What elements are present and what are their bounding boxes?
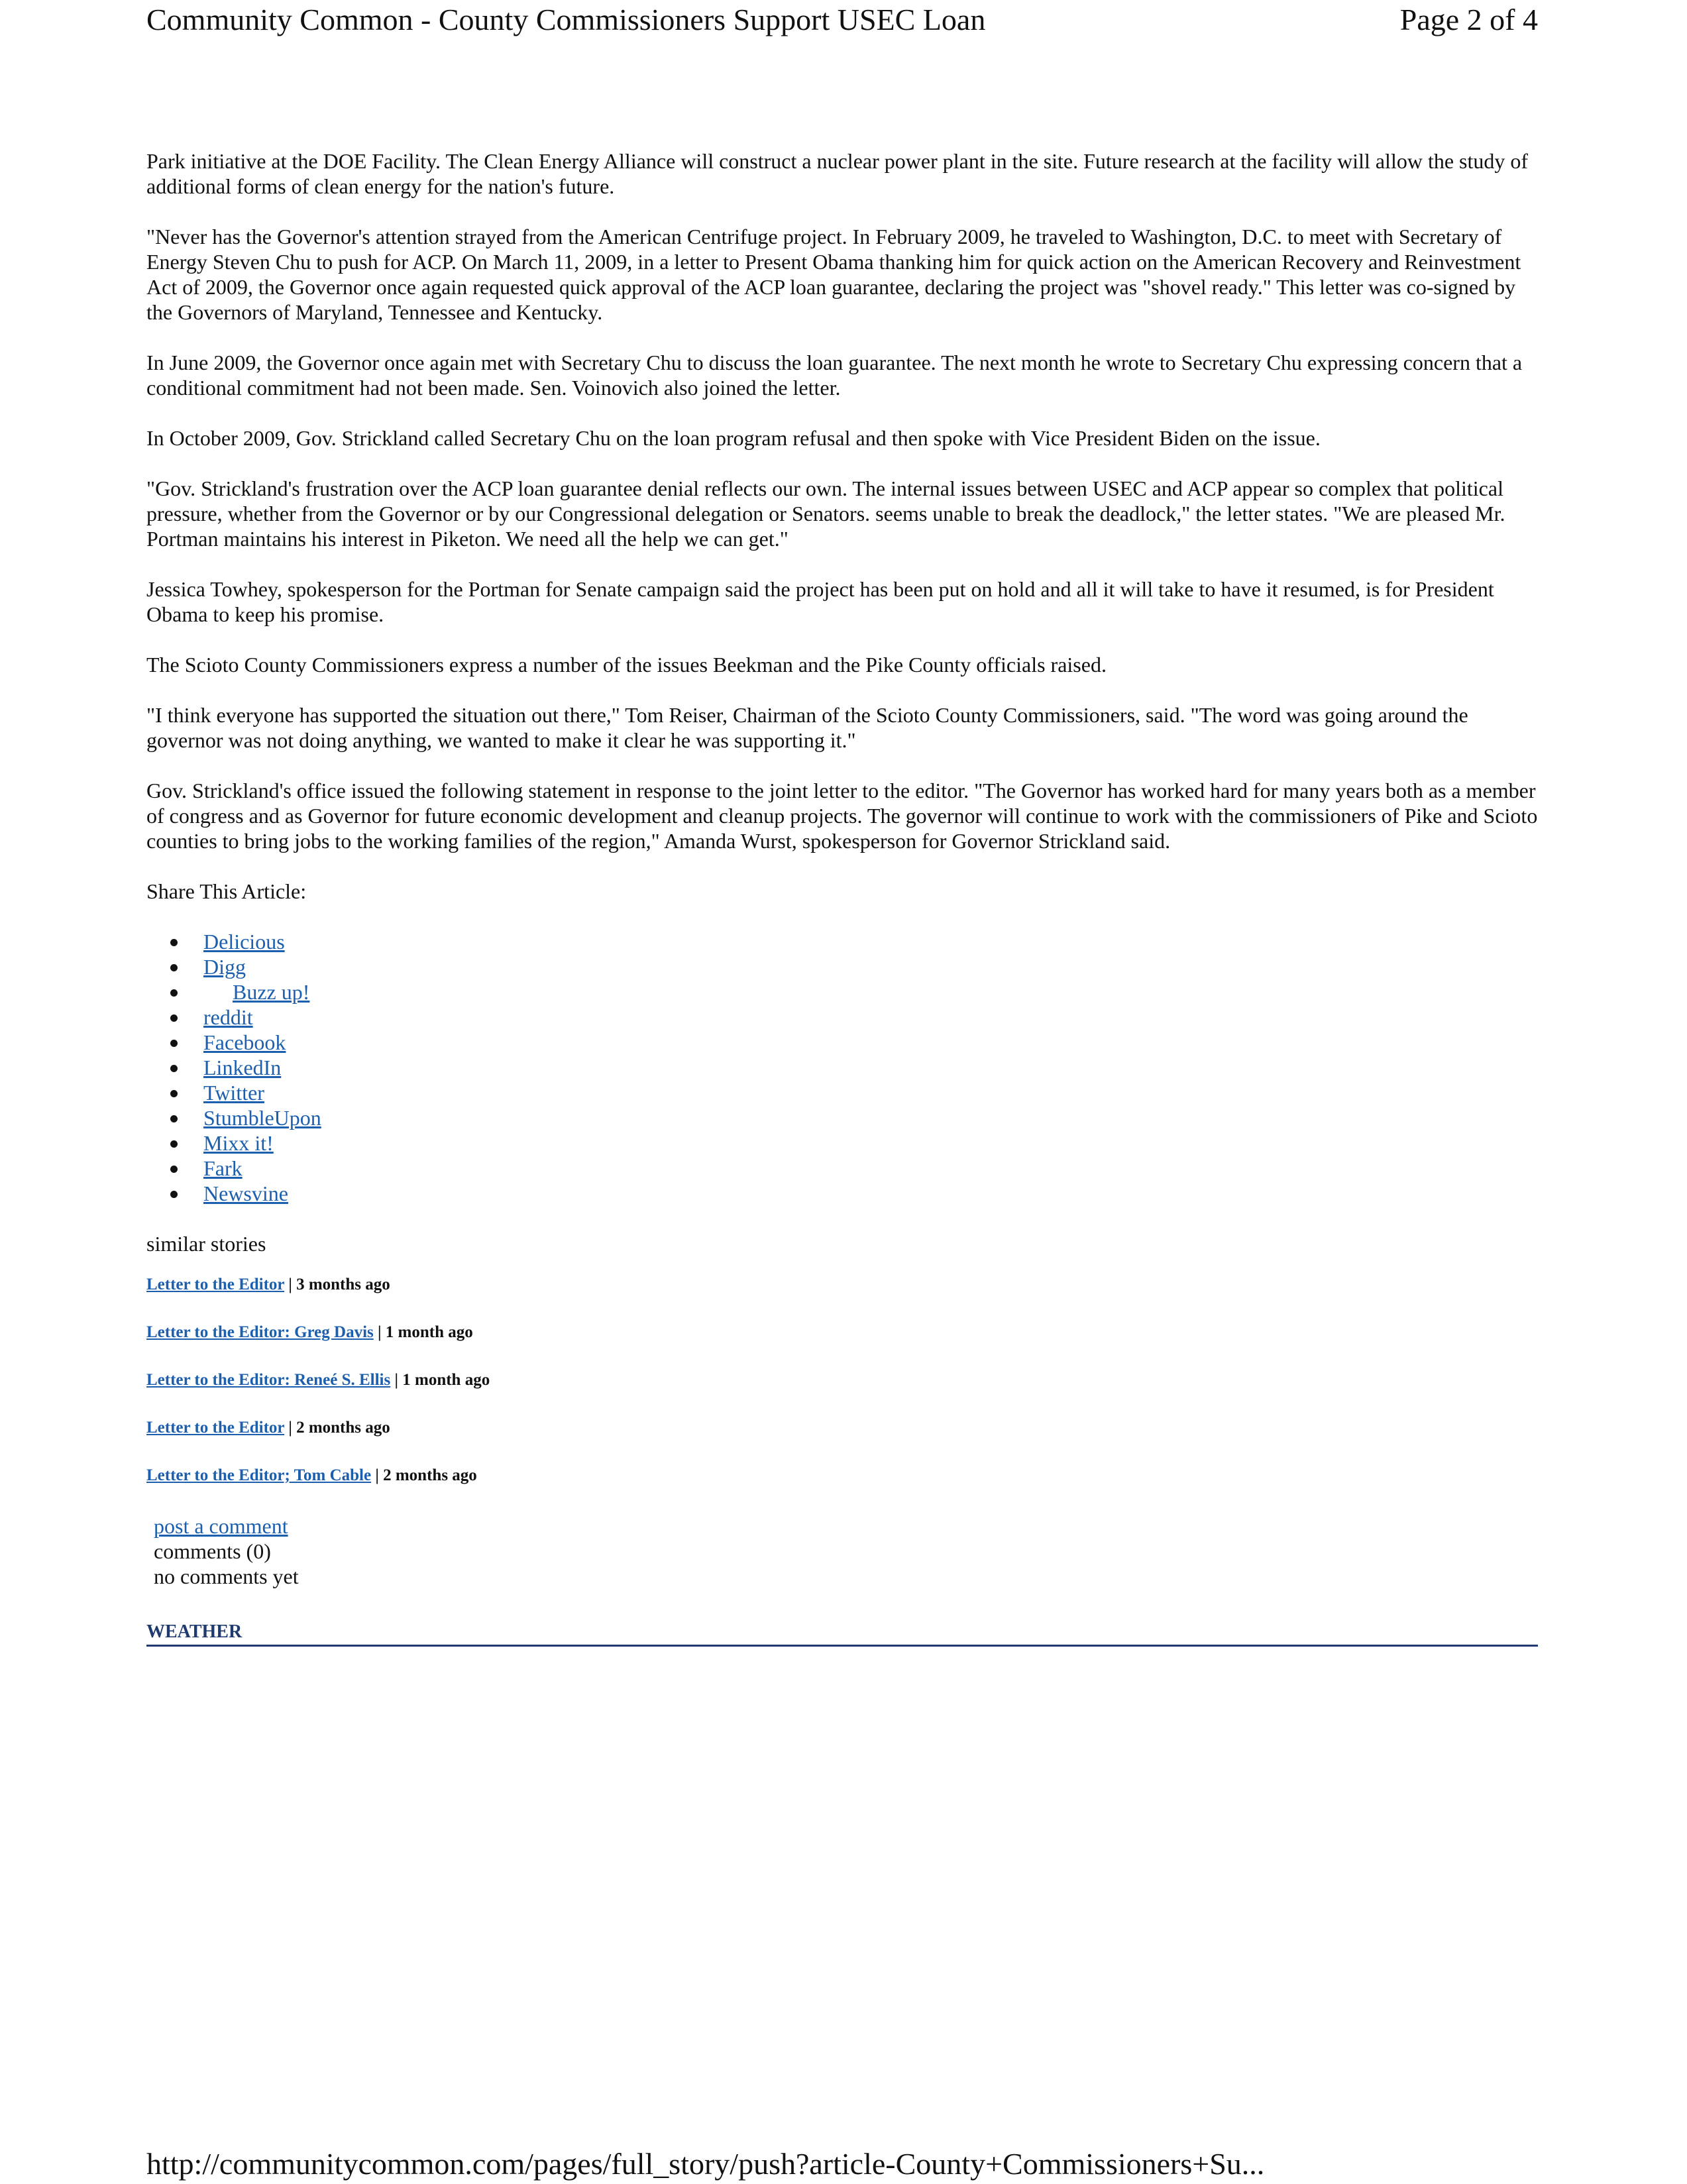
similar-story <box>146 1323 1538 1342</box>
share-item-fark <box>203 1156 1538 1181</box>
share-link-fark[interactable]: Fark <box>203 1156 243 1180</box>
share-link-facebook[interactable]: Facebook <box>203 1030 286 1054</box>
similar-story <box>146 1370 1538 1390</box>
share-link-digg[interactable]: Digg <box>203 955 246 979</box>
comments-count: comments (0) <box>154 1539 271 1563</box>
share-links-list <box>146 929 1538 1206</box>
article-paragraph: In October 2009, Gov. Strickland called Secretary Chu on the loan program refusal and then spoke with Vice President Biden on the issue. <box>146 426 1321 450</box>
similar-story-age: 2 months ago <box>296 1419 390 1437</box>
article-body <box>146 148 1538 1647</box>
comments-section <box>154 1513 1538 1589</box>
share-label: Share This Article: <box>146 879 307 903</box>
article-paragraph: Park initiative at the DOE Facility. The Clean Energy Alliance will construct a nuclear power plant in the site. Future research at the facility will allow the study of additional forms of clean energy for the nation's future. <box>146 149 1529 198</box>
similar-story-link[interactable]: Letter to the Editor; Tom Cable <box>146 1466 372 1484</box>
similar-story <box>146 1466 1538 1486</box>
share-link-reddit[interactable]: reddit <box>203 1005 253 1029</box>
post-comment-link[interactable]: post a comment <box>154 1514 288 1538</box>
separator: | <box>288 1419 297 1437</box>
similar-story-age: 1 month ago <box>385 1323 473 1341</box>
page-number: Page 2 of 4 <box>1399 3 1538 36</box>
similar-stories-label: similar stories <box>146 1232 266 1256</box>
share-item-digg <box>203 954 1538 979</box>
share-item-linkedin <box>203 1055 1538 1080</box>
similar-story-link[interactable]: Letter to the Editor: Reneé S. Ellis <box>146 1371 391 1389</box>
similar-story-link[interactable]: Letter to the Editor: Greg Davis <box>146 1323 374 1341</box>
article-paragraph: Jessica Towhey, spokesperson for the Portman for Senate campaign said the project has been put on hold and all it will take to have it resumed, is for President Obama to keep his promise. <box>146 577 1494 626</box>
separator: | <box>288 1276 297 1293</box>
article-paragraph: "I think everyone has supported the situation out there," Tom Reiser, Chairman of the Scioto County Commissioners, said. "The word was going around the governor was not doing anything, we wanted to make it clear he was supporting it." <box>146 703 1468 752</box>
share-link-delicious[interactable]: Delicious <box>203 930 285 954</box>
similar-story-link[interactable]: Letter to the Editor <box>146 1276 285 1293</box>
weather-heading: WEATHER <box>146 1621 1538 1647</box>
separator: | <box>378 1323 386 1341</box>
similar-story <box>146 1275 1538 1295</box>
document-title: Community Common - County Commissioners Support USEC Loan <box>146 3 986 36</box>
share-item-facebook <box>203 1030 1538 1055</box>
share-link-buzz-up[interactable]: Buzz up! <box>233 980 310 1004</box>
similar-story-age: 2 months ago <box>383 1466 477 1484</box>
similar-story-age: 3 months ago <box>296 1276 390 1293</box>
similar-story-age: 1 month ago <box>402 1371 490 1389</box>
share-item-reddit <box>203 1005 1538 1030</box>
share-link-newsvine[interactable]: Newsvine <box>203 1181 288 1205</box>
article-paragraph: Gov. Strickland's office issued the following statement in response to the joint letter to the editor. "The Governor has worked hard for many years both as a member of congress and as Governor for future economic development and cleanup projects. The governor will continue to work with the commissioners of Pike and Scioto counties to bring jobs to the working families of the region," Amanda Wurst, spokesperson for Governor Strickland said. <box>146 779 1538 853</box>
article-paragraph: The Scioto County Commissioners express a number of the issues Beekman and the Pike County officials raised. <box>146 653 1107 677</box>
share-item-buzz-up <box>203 979 1538 1005</box>
no-comments-text: no comments yet <box>154 1564 299 1588</box>
separator: | <box>375 1466 384 1484</box>
share-item-twitter <box>203 1080 1538 1105</box>
share-item-mixx <box>203 1130 1538 1156</box>
share-link-twitter[interactable]: Twitter <box>203 1081 264 1105</box>
article-paragraph: "Gov. Strickland's frustration over the ACP loan guarantee denial reflects our own. The internal issues between USEC and ACP appear so complex that political pressure, whether from the Governor or by our Congressional delegation or Senators. seems unable to break the deadlock," the letter states. "We are pleased Mr. Portman maintains his interest in Piketon. We need all the help we can get." <box>146 476 1505 551</box>
similar-story-link[interactable]: Letter to the Editor <box>146 1419 285 1437</box>
article-paragraph: "Never has the Governor's attention strayed from the American Centrifuge project. In February 2009, he traveled to Washington, D.C. to meet with Secretary of Energy Steven Chu to push for ACP. On March 11, 2009, in a letter to Present Obama thanking him for quick action on the American Recovery and Reinvestment Act of 2009, the Governor once again requested quick approval of the ACP loan guarantee, declaring the project was "shovel ready." This letter was co-signed by the Governors of Maryland, Tennessee and Kentucky. <box>146 225 1521 324</box>
share-item-stumbleupon <box>203 1105 1538 1130</box>
share-item-newsvine <box>203 1181 1538 1206</box>
share-link-linkedin[interactable]: LinkedIn <box>203 1056 282 1079</box>
share-link-mixx[interactable]: Mixx it! <box>203 1131 274 1155</box>
article-paragraph: In June 2009, the Governor once again met with Secretary Chu to discuss the loan guarantee. The next month he wrote to Secretary Chu expressing concern that a conditional commitment had not been made. Sen. Voinovich also joined the letter. <box>146 351 1523 400</box>
separator: | <box>394 1371 403 1389</box>
similar-story <box>146 1418 1538 1438</box>
share-item-delicious <box>203 929 1538 954</box>
footer-url: http://communitycommon.com/pages/full_story/push?article-County+Commissioners+Su... <box>146 2147 1265 2181</box>
share-link-stumbleupon[interactable]: StumbleUpon <box>203 1106 321 1130</box>
